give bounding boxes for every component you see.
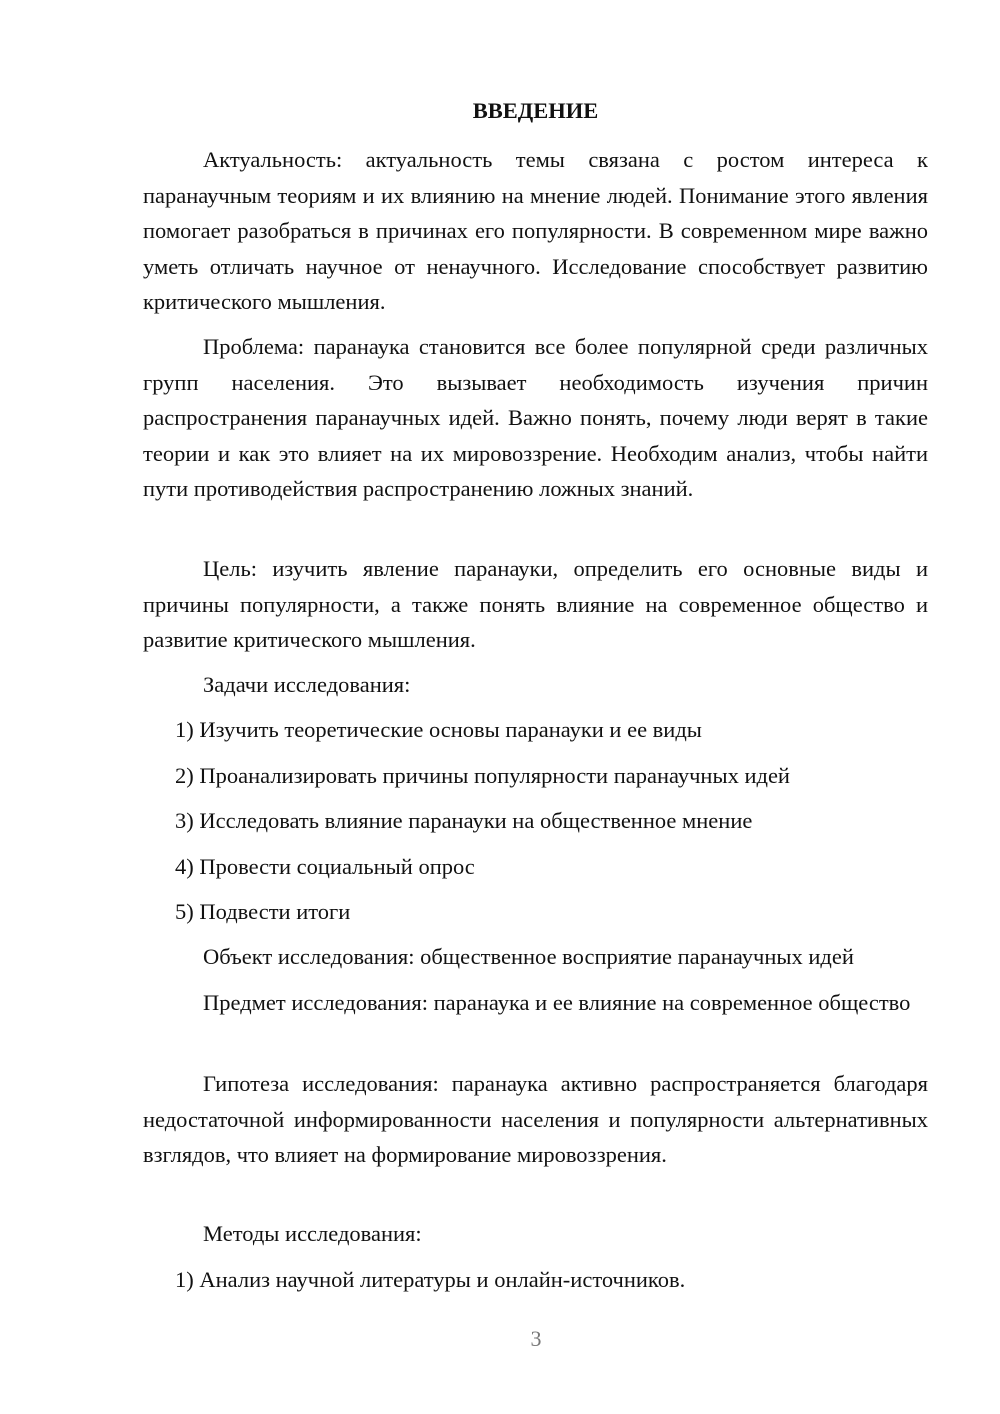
- task-item-5: 5) Подвести итоги: [175, 899, 351, 924]
- object-paragraph: Объект исследования: общественное восприятие паранаучных идей: [203, 944, 854, 969]
- task-item-1: 1) Изучить теоретические основы паранауки и ее виды: [175, 717, 702, 742]
- tasks-heading: Задачи исследования:: [203, 672, 411, 697]
- goal-paragraph: Цель: изучить явление паранауки, определить его основные виды и причины популярности, а также понять влияние на современное общество и развитие критического мышления.: [143, 556, 928, 652]
- task-item-3: 3) Исследовать влияние паранауки на общественное мнение: [175, 808, 753, 833]
- task-item-2: 2) Проанализировать причины популярности паранаучных идей: [175, 763, 790, 788]
- task-item-4: 4) Провести социальный опрос: [175, 854, 475, 879]
- page-number: 3: [530, 1326, 542, 1351]
- subject-paragraph: Предмет исследования: паранаука и ее влияние на современное общество: [203, 990, 911, 1015]
- page-title: ВВЕДЕНИЕ: [472, 98, 599, 123]
- problem-paragraph: Проблема: паранаука становится все более популярной среди различных групп населения. Это вызывает необходимость изучения причин распространения паранаучных идей. Важно понять, почему люди верят в такие теории и как это влияет на их мировоззрение. Необходим анализ, чтобы найти пути противодействия распространению ложных знаний.: [143, 334, 928, 501]
- relevance-paragraph: Актуальность: актуальность темы связана с ростом интереса к паранаучным теориям и их влиянию на мнение людей. Понимание этого явления помогает разобраться в причинах его популярности. В современном мире важно уметь отличать научное от ненаучного. Исследование способствует развитию критического мышления.: [143, 147, 928, 314]
- hypothesis-paragraph: Гипотеза исследования: паранаука активно распространяется благодаря недостаточной информированности населения и популярности альтернативных взглядов, что влияет на формирование мировоззрения.: [143, 1071, 928, 1167]
- methods-heading: Методы исследования:: [203, 1221, 422, 1246]
- method-item-1: 1) Анализ научной литературы и онлайн-источников.: [175, 1267, 686, 1292]
